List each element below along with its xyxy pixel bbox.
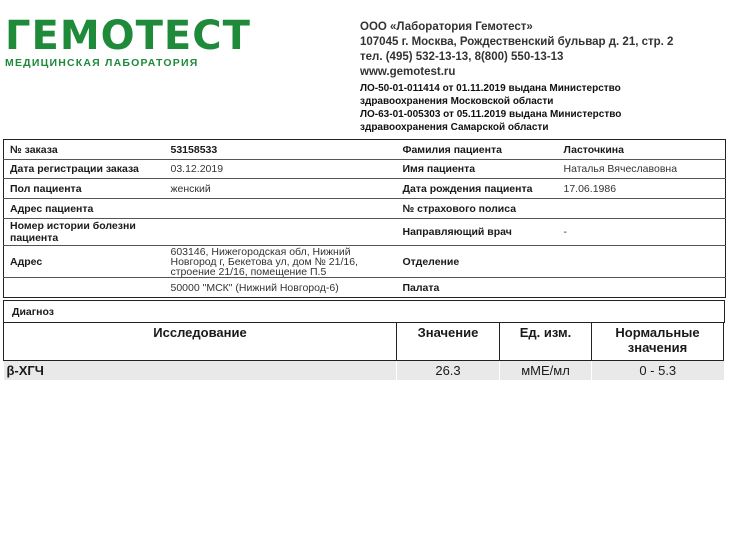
table-row (4, 199, 726, 219)
table-row (4, 219, 726, 246)
test-unit: мМЕ/мл (500, 361, 592, 381)
firstname-label: Имя пациента (397, 160, 558, 179)
column-header-unit: Ед. изм. (500, 323, 592, 361)
table-row (4, 140, 726, 160)
case-history-label: Номер истории болезни пациента (4, 219, 165, 246)
registration-date-value: 03.12.2019 (165, 160, 397, 179)
lastname-value: Ласточкина (563, 143, 624, 156)
department-label: Отделение (397, 246, 558, 278)
sex-value: женский (165, 179, 397, 199)
logo-wordmark: ГЕМОТЕСТ (5, 13, 251, 59)
clinic-label (4, 278, 165, 298)
registration-date-label: Дата регистрации заказа (4, 160, 165, 179)
license-line: здравоохранения Самарской области (360, 122, 549, 133)
patient-info-table (3, 139, 726, 298)
birthdate-value: 17.06.1986 (558, 179, 726, 199)
patient-address-label: Адрес пациента (4, 199, 165, 219)
sex-label: Пол пациента (4, 179, 165, 199)
ward-value (558, 278, 726, 298)
birthdate-label: Дата рождения пациента (397, 179, 558, 199)
department-value (558, 246, 726, 278)
license-line: ЛО-63-01-005303 от 05.11.2019 выдана Министерство (360, 109, 622, 120)
table-row (4, 361, 724, 381)
address-value: 603146, Нижегородская обл, Нижний Новгород г, Бекетова ул, дом № 21/16, строение 21/16, помещение П.5 (165, 246, 397, 278)
address-label: Адрес (4, 246, 165, 278)
diagnosis-label: Диагноз (12, 306, 54, 318)
referring-doctor-value: - (558, 219, 726, 246)
company-address: 107045 г. Москва, Рождественский бульвар д. 21, стр. 2 (360, 36, 674, 48)
table-row (4, 179, 726, 199)
company-name: ООО «Лаборатория Гемотест» (360, 21, 533, 33)
patient-address-value (165, 199, 397, 219)
table-row (4, 160, 726, 179)
insurance-policy-label: № страхового полиса (397, 199, 558, 219)
logo-tagline: МЕДИЦИНСКАЯ ЛАБОРАТОРИЯ (5, 57, 199, 69)
ward-label: Палата (397, 278, 558, 298)
order-number-value: 53158533 (170, 143, 218, 156)
results-header-row (4, 323, 724, 361)
column-header-value: Значение (397, 323, 500, 361)
test-value: 26.3 (397, 361, 500, 381)
test-name: β-ХГЧ (4, 361, 397, 381)
order-number-label: № заказа (10, 143, 58, 156)
insurance-policy-value (558, 199, 726, 219)
table-row (4, 246, 726, 278)
case-history-value (165, 219, 397, 246)
diagnosis-box (3, 300, 725, 323)
results-table (3, 322, 724, 380)
clinic-value: 50000 "МСК" (Нижний Новгород-6) (165, 278, 397, 298)
company-website: www.gemotest.ru (360, 66, 456, 78)
lab-logo (5, 13, 251, 69)
lastname-label: Фамилия пациента (402, 143, 502, 156)
column-header-range: Нормальные значения (592, 323, 724, 361)
company-info (360, 20, 745, 134)
referring-doctor-label: Направляющий врач (397, 219, 558, 246)
company-phone: тел. (495) 532-13-13, 8(800) 550-13-13 (360, 51, 564, 63)
license-line: ЛО-50-01-011414 от 01.11.2019 выдана Министерство (360, 83, 621, 94)
column-header-test: Исследование (4, 323, 397, 361)
firstname-value: Наталья Вячеславовна (558, 160, 726, 179)
table-row (4, 278, 726, 298)
license-line: здравоохранения Московской области (360, 96, 554, 107)
test-range: 0 - 5.3 (592, 361, 724, 381)
